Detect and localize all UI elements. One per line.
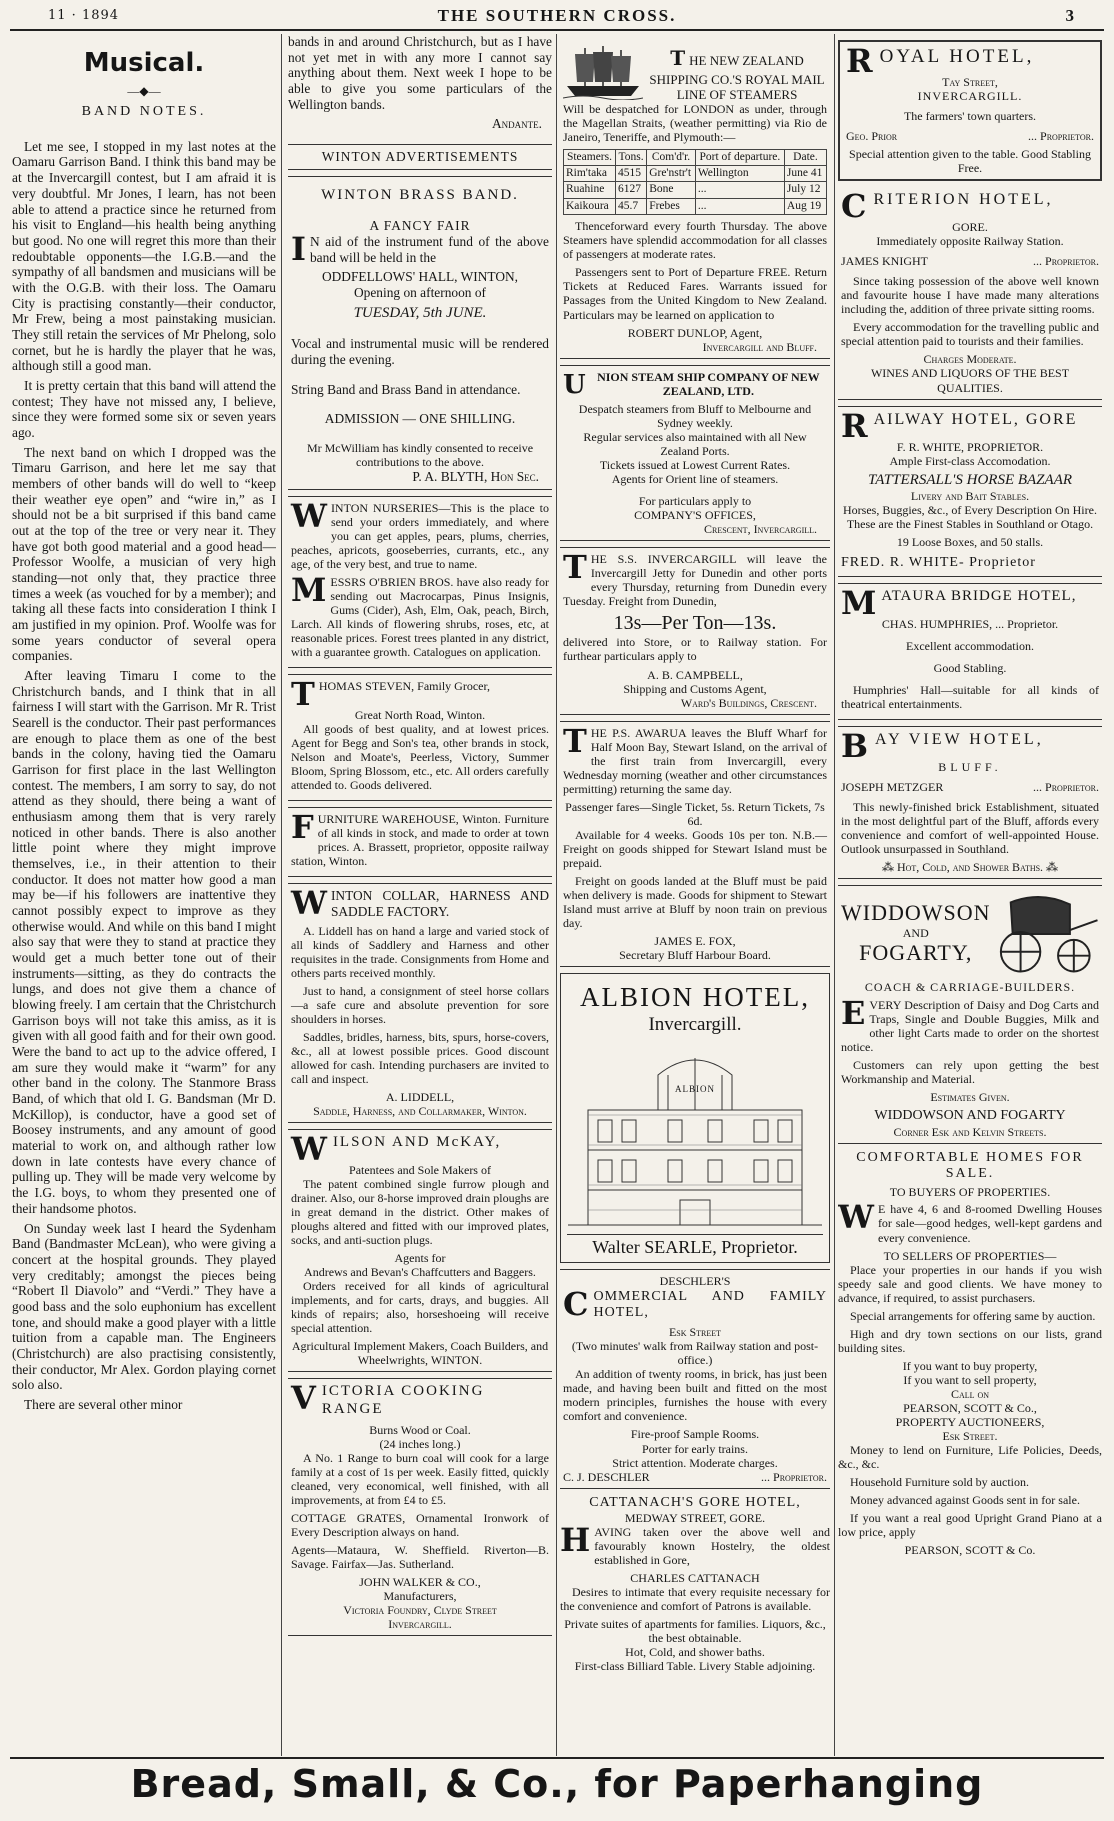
- ad-text: COACH & CARRIAGE-BUILDERS.: [864, 980, 1076, 995]
- table-header: Tons.: [615, 149, 646, 165]
- ad-signature: Geo. Prior: [846, 129, 898, 144]
- ad-text: Household Furniture sold by auction.: [850, 1475, 1029, 1490]
- ad-text: Saddles, bridles, harness, bits, spurs, horse-covers, &c., all at lowest possible prices. Good discount allowed for cash. Intending purchasers are invited to call and inspect.: [291, 1029, 549, 1086]
- ad-text: Esk Street.: [942, 1428, 998, 1443]
- drop-cap: I: [291, 229, 306, 268]
- article-continuation: bands in and around Christchurch, but as I have not yet met in with any more I cannot say anything about them. Next week I hope to be able to give you some particulars of the Wellington bands.: [288, 34, 552, 112]
- ad-text: Vocal and instrumental music will be rendered during the evening.: [291, 336, 549, 367]
- ad-text: Passenger fares—Single Ticket, 5s. Return Tickets, 7s 6d.: [565, 799, 825, 828]
- ad-proprietor-line: [841, 254, 1099, 268]
- ad-proprietor-line: [841, 780, 1099, 794]
- ad-text: Livery and Bait Stables.: [910, 489, 1030, 504]
- ad-text: Private suites of apartments for families. Liquors, &c., the best obtainable.: [564, 1617, 826, 1646]
- ad-title: RITERION HOTEL,: [873, 191, 1054, 209]
- table-cell: July 12: [784, 182, 826, 198]
- table-cell: Wellington: [695, 165, 784, 181]
- article-signature: Andante.: [491, 116, 542, 132]
- ad-text: Passengers sent to Port of Departure FREE. Return Tickets at Reduced Fares. Warrants issued for Passages from the United Kingdom to New Zealand. Particulars may be learned on application to: [563, 265, 827, 322]
- ad-text: TO BUYERS OF PROPERTIES.: [889, 1185, 1051, 1200]
- drop-cap: W: [838, 1198, 874, 1237]
- drop-cap: M: [841, 583, 878, 622]
- newspaper-name: THE SOUTHERN CROSS.: [437, 6, 677, 25]
- ad-title: OMMERCIAL AND FAMILY HOTEL,: [593, 1288, 827, 1320]
- ad-signature: PEARSON, SCOTT & Co.,: [903, 1400, 1037, 1415]
- ad-text: Patentees and Sole Makers of: [349, 1162, 491, 1177]
- drop-cap: E: [841, 994, 866, 1033]
- ad-text: Invercargill and Bluff.: [702, 339, 817, 354]
- ad-signature: JOSEPH METZGER: [841, 779, 944, 794]
- ad-text: Andrews and Bevan's Chaffcutters and Baggers.: [304, 1265, 536, 1280]
- ad-text: Immediately opposite Railway Station.: [876, 234, 1064, 249]
- ad-text: HE S.S. INVERCARGILL will leave the Invercargill Jetty for Dunedin and other ports every Thursday, returning from Dunedin every Tuesday. Freight from Dunedin,: [563, 551, 827, 609]
- ad-text: An addition of twenty rooms, in brick, has just been made, and having been built and fitted on the most modern principles, furnishes the house with every comfort and convenience.: [563, 1367, 827, 1424]
- ad-text: Thenceforward every fourth Thursday. The above Steamers have splendid accommodation for all classes of passengers at moderate rates.: [563, 219, 827, 262]
- ad-text: INVERCARGILL.: [917, 89, 1023, 104]
- ad-text: Tay Street,: [942, 75, 998, 89]
- ad-proprietor-line: [563, 1470, 827, 1484]
- article-paragraph: There are several other minor: [24, 1396, 183, 1412]
- ad-proprietor-line: [846, 129, 1094, 143]
- ad-furniture: [288, 807, 552, 877]
- ad-text: Mr McWilliam has kindly consented to receive contributions to the above.: [306, 440, 534, 469]
- ad-text: The farmers' town quarters.: [903, 109, 1037, 124]
- carriage-icon: [991, 890, 1099, 976]
- table-header-row: [564, 149, 827, 165]
- ad-signature: PEARSON, SCOTT & Co.: [904, 1543, 1036, 1558]
- ad-text: ... Proprietor.: [1033, 779, 1099, 794]
- ad-title: ATAURA BRIDGE HOTEL,: [881, 587, 1077, 604]
- ad-text: ODDFELLOWS' HALL, WINTON,: [321, 269, 519, 285]
- ad-text: Horses, Buggies, &c., of Every Description On Hire. These are the Finest Stables in Southland or Otago.: [843, 503, 1097, 532]
- column-divider: [281, 34, 282, 1756]
- ad-text: Agents—Mataura, W. Sheffield. Riverton—B. Savage. Fairfax—Jas. Sutherland.: [291, 1542, 549, 1571]
- ad-text: Orders received for all kinds of agricultural implements, and for carts, drays, and buggies. All kinds of repairs; also, horseshoeing will receive special attention.: [291, 1279, 549, 1336]
- ad-awarua: [560, 721, 830, 968]
- ad-text: Humphries' Hall—suitable for all kinds of theatrical entertainments.: [841, 682, 1099, 711]
- table-cell: 4515: [615, 165, 646, 181]
- column-hotels: [838, 34, 1102, 1756]
- table-cell: 45.7: [615, 198, 646, 214]
- column-winton: [288, 34, 552, 1756]
- drop-cap: R: [846, 42, 876, 80]
- ad-title: HE NEW ZEALAND SHIPPING CO.'S ROYAL MAIL LINE OF STEAMERS: [649, 53, 825, 103]
- table-cell: Bone: [647, 182, 696, 198]
- widdowson-name-block: [841, 900, 991, 966]
- ad-text: Tickets issued at Lowest Current Rates.: [599, 457, 791, 472]
- ad-text: Excellent accommodation.: [906, 638, 1034, 653]
- table-cell: ...: [695, 198, 784, 214]
- ad-steven: [288, 674, 552, 801]
- ad-text: Saddle, Harness, and Collarmaker, Winton.: [313, 1103, 527, 1118]
- drop-cap: T: [291, 674, 315, 713]
- ad-text: Despatch steamers from Bluff to Melbourne and Sydney weekly.: [578, 401, 812, 430]
- ad-union-steam: [560, 365, 830, 541]
- ad-text: N aid of the instrument fund of the above band will be held in the: [309, 233, 549, 265]
- ad-text: Ample First-class Accomodation.: [889, 453, 1051, 468]
- ad-title: COMFORTABLE HOMES FOR SALE.: [856, 1149, 1084, 1182]
- column-musical: [12, 34, 276, 1756]
- table-cell: Rim'taka: [564, 165, 616, 181]
- ad-text: PROPERTY AUCTIONEERS,: [895, 1414, 1045, 1429]
- ad-text: Agricultural Implement Makers, Coach Builders, and Wheelwrights, WINTON.: [291, 1339, 549, 1368]
- ad-text: AND: [902, 926, 929, 940]
- ad-text: ADMISSION — ONE SHILLING.: [324, 411, 516, 427]
- issue-date: 11 · 1894: [48, 8, 120, 23]
- ad-subtitle: A FANCY FAIR: [369, 218, 471, 234]
- ad-text: The patent combined single furrow plough and drainer. Also, our 8-horse improved drain ploughs are in great demand in the district. Other makes of ploughs altered and fitted with our improved plates, socks, and anti-suction plugs.: [291, 1177, 549, 1248]
- footer-rule: [10, 1757, 1104, 1759]
- ad-text: VERY Description of Daisy and Dog Carts and Traps, Single and Double Buggies, Milk and other light Carts made to order on the shortest notice.: [841, 998, 1099, 1055]
- ad-title: AY VIEW HOTEL,: [875, 730, 1044, 748]
- hotel-building-illustration: [568, 1040, 822, 1230]
- winton-header: WINTON ADVERTISEMENTS: [288, 144, 552, 170]
- ad-nurseries: [288, 496, 552, 668]
- ad-signature: WIDDOWSON AND FOGARTY: [874, 1108, 1066, 1124]
- ad-text: If you want a real good Upright Grand Piano at a low price, apply: [838, 1511, 1102, 1540]
- ad-signature: JAMES KNIGHT: [841, 254, 928, 269]
- table-row: [564, 182, 827, 198]
- ad-text: Invercargill.: [388, 1616, 452, 1631]
- ad-text: delivered into Store, or to Railway station. For furthear particulars apply to: [563, 635, 827, 664]
- column-divider: [834, 34, 835, 1756]
- drop-cap: T: [670, 46, 686, 70]
- article-paragraph: On Sunday week last I heard the Sydenham Band (Bandmaster McLean), who were giving a concert at the hospital grounds. They played very creditably; amongst the pieces being “Robert Il Diavolo” and “Verdi.” They have a good bass and the solo euphonium has excellent tone, and should make a good player with a little tuition from a capable man. The Engineers (Christchurch) are also practising consistently, their conductor, Mr Alex. Gordon playing cornet solo also.: [12, 1220, 276, 1393]
- table-header: Com'd'r.: [647, 149, 696, 165]
- table-cell: ...: [695, 182, 784, 198]
- ad-title: ILSON AND McKAY,: [332, 1133, 502, 1150]
- ad-text: ESSRS O'BRIEN BROS. have also ready for sending out Macrocarpas, Pinus Insignis, Gums (Cider), Ash, Elm, Oak, peach, Birch, Larch. All kinds of flowering shrubs, roses, etc, at reasonable prices. Forest trees planted in any district, with a guarantee growth. Catalogues on application.: [291, 574, 549, 659]
- ad-text: First-class Billiard Table. Livery Stable adjoining.: [574, 1659, 816, 1674]
- ad-signature: C. J. DESCHLER: [563, 1469, 650, 1484]
- drop-cap: C: [841, 187, 870, 226]
- ad-signature: ROBERT DUNLOP, Agent,: [627, 325, 763, 340]
- ad-text: Secretary Bluff Harbour Board.: [619, 948, 771, 963]
- drop-cap: H: [560, 1521, 591, 1559]
- drop-cap: W: [291, 884, 327, 923]
- ad-text: 19 Loose Boxes, and 50 stalls.: [896, 535, 1044, 550]
- ad-text: All goods of best quality, and at lowest prices. Agent for Begg and Son's tea, other brands in stock, Nelson and Moate's, Peerless, Victory, Summer Bloom, Spring Blossom, etc., etc. All orders carefully attended to. Goods delivered.: [291, 721, 549, 793]
- drop-cap: U: [563, 369, 586, 400]
- sailing-ship-icon: [563, 44, 643, 100]
- drop-cap: T: [563, 721, 587, 760]
- drop-cap: W: [291, 496, 327, 535]
- table-row: [564, 165, 827, 181]
- ad-text: A. Liddell has on hand a large and varied stock of all kinds of Saddlery and Harness and other requisites in the trade. Consignments from Home and others parts received monthly.: [291, 923, 549, 980]
- drop-cap: F: [291, 808, 314, 847]
- table-cell: Aug 19: [784, 198, 826, 214]
- drop-cap: V: [291, 1379, 318, 1418]
- drop-cap: R: [841, 406, 870, 445]
- ad-comfortable-homes: [838, 1150, 1102, 1558]
- ad-text: Every accommodation for the travelling public and special attention paid to tourists and their families.: [841, 320, 1099, 349]
- ad-text: Place your properties in our hands if you wish speedy sale and good clients. We have money to advance, if required, to assist purchasers.: [838, 1262, 1102, 1305]
- ad-text: CHAS. HUMPHRIES, ... Proprietor.: [881, 616, 1059, 631]
- ad-wilson: [288, 1129, 552, 1372]
- ad-ss-invercargill: [560, 547, 830, 715]
- ad-text: ⁂ Hot, Cold, and Shower Baths. ⁂: [881, 859, 1059, 874]
- ad-text: Customers can rely upon getting the best Workmanship and Material.: [841, 1058, 1099, 1087]
- drop-cap: C: [563, 1284, 590, 1323]
- ad-text: If you want to buy property,: [902, 1358, 1038, 1373]
- drop-cap: B: [841, 726, 872, 765]
- ad-cattanach: [560, 1495, 830, 1674]
- ad-signature: P. A. BLYTH, Hon Sec.: [412, 468, 539, 484]
- article-paragraph: After leaving Timaru I come to the Christchurch bands, and I think that in all fairness I will start with the Garrison. Mr R. Trist Searell is the conductor. Their past performances are enough to place them as one of the best bands in the colony, having tied the Oamaru Garrison for first place in the last Wellington contest. The members, I am sorry to say, do not attend as they should, there being a want of enthusiasm among them that is very rarely noticed in other bands. There is also another little point where they might improve themselves, i.e., in their attention to their conductor. It does not matter how good a man may be—if his followers are inattentive they cannot possibly expect to improve as they otherwise would. And while on this band I might also say that were they to stand at practice they would get a much better tone out of their instruments—sitting, as they do contracts the lungs, and does not give them a chance of blowing freely. I am certain that the Christchurch Garrison boys will not take this amiss, as it is given with all good faith and for their own good. Were the band to act up to the advice offered, I am sure they would make it “warm” for any other band in the colony. The Stanmore Brass Band, of which that old I. G. Bandsman (Mr D. McKillop), is conductor, have a good set of Boosey instruments, and any amount of good material to work on, and although rather low down in late contests have every chance of pulling up. They will be made very welcome by the I.G. boys, to whom they presented one of their handsome photos.: [12, 667, 276, 1216]
- ad-brass-band: [288, 176, 552, 490]
- ornament-divider: —◆—: [127, 84, 161, 99]
- ad-text: Burns Wood or Coal.: [369, 1422, 471, 1437]
- table-cell: Kaikoura: [564, 198, 616, 214]
- ad-text: Charges Moderate.: [923, 352, 1017, 367]
- ad-text: Strict attention. Moderate charges.: [612, 1455, 778, 1470]
- masthead-rule: [10, 29, 1104, 31]
- ad-text: This newly-finished brick Establishment, situated in the most delightful part of the Bluff, affords every convenience and comfort of well-appointed House. Outlook unsurpassed in Southland.: [841, 799, 1099, 856]
- ad-title: FOGARTY,: [859, 940, 973, 966]
- ad-proprietor: Walter SEARLE, Proprietor.: [567, 1234, 823, 1258]
- ad-subtitle: Invercargill.: [648, 1013, 742, 1035]
- ad-text: ... Proprietor.: [761, 1469, 827, 1484]
- ad-text: Victoria Foundry, Clyde Street: [343, 1602, 497, 1617]
- ad-royal-hotel: [838, 40, 1102, 181]
- drop-cap: W: [291, 1129, 329, 1168]
- ad-deschler: [560, 1269, 830, 1488]
- ad-text: (Two minutes' walk from Railway station and post-office.): [571, 1339, 819, 1368]
- section-heading: Musical.: [83, 48, 205, 78]
- column-shipping: [560, 34, 830, 1756]
- ad-text: Regular services also maintained with all New Zealand Ports.: [583, 429, 807, 458]
- ad-text: Good Stabling.: [933, 660, 1007, 675]
- ad-title: TATTERSALL'S HORSE BAZAAR: [867, 471, 1073, 488]
- ad-text: Desires to intimate that every requisite necessary for the convenience and comfort of Patrons is available.: [560, 1585, 830, 1614]
- ad-text: Shipping and Customs Agent,: [623, 681, 767, 696]
- ad-text: Agents for Orient line of steamers.: [611, 471, 779, 486]
- ad-text: Fire-proof Sample Rooms.: [630, 1427, 760, 1442]
- ad-text: ... Proprietor.: [1033, 254, 1099, 269]
- ad-text: E have 4, 6 and 8-roomed Dwelling Houses for sale—good hedges, well-kept gardens and every convenience.: [877, 1202, 1102, 1245]
- ad-text: F. R. WHITE, PROPRIETOR.: [896, 439, 1044, 454]
- ad-text: TO SELLERS OF PROPERTIES—: [883, 1248, 1057, 1263]
- ad-title: CATTANACH'S GORE HOTEL,: [589, 1494, 801, 1510]
- ad-text: AVING taken over the above well and favourably known Hostelry, the oldest established in Gore,: [594, 1525, 830, 1568]
- ad-nz-shipping: [560, 40, 830, 359]
- ad-text: (24 inches long.): [379, 1436, 461, 1451]
- ad-text: If you want to sell property,: [903, 1372, 1037, 1387]
- ad-widdowson-fogarty: [838, 885, 1102, 1144]
- ad-text: Great North Road, Winton.: [354, 707, 486, 722]
- article-paragraph: The next band on which I dropped was the Timaru Garrison, and here let me say that members of other bands will do well to “keep their weather eye open” and “wire in,” as I should not be a bit surprised if this band came out at the top of the tree or very near it. They have got both good material and a good head—Professor Woolfe, a musician of very high standing—not only that, they practice three times a week (as vouched for by a member); and taking all these facts into consideration I think I am justified in my opinion. Prof. Woolfe was for some years conductor of several opera companies.: [12, 444, 276, 664]
- table-cell: June 41: [784, 165, 826, 181]
- ad-text: A No. 1 Range to burn coal will cook for a large family at a cost of 1s per week. Easily fitted, quickly cleaned, very economical, well finished, with all improvements, at from £4 to £5.: [291, 1450, 549, 1507]
- table-header: Date.: [784, 149, 826, 165]
- page-number: 3: [1065, 6, 1074, 25]
- ad-text: High and dry town sections on our lists, grand building sites.: [838, 1326, 1102, 1355]
- ad-text: DESCHLER'S: [659, 1274, 731, 1289]
- ad-signature: A. B. CAMPBELL,: [647, 667, 743, 682]
- drop-cap: T: [563, 547, 587, 586]
- ad-text: Hot, Cold, and shower baths.: [625, 1645, 765, 1660]
- ad-text: Ward's Buildings, Crescent.: [680, 695, 817, 710]
- ad-albion-hotel: [560, 973, 830, 1263]
- ad-title: ICTORIA COOKING RANGE: [321, 1383, 485, 1417]
- ad-text: Opening on afternoon of: [353, 284, 486, 300]
- table-cell: Gre'nstr't: [647, 165, 696, 181]
- ad-text: Special attention given to the table. Good Stabling Free.: [849, 147, 1091, 176]
- ad-criterion: [838, 187, 1102, 399]
- ad-text: URNITURE WAREHOUSE, Winton. Furniture of all kinds in stock, and made to order at town prices. A. Brassett, proprietor, opposite railway station, Winton.: [291, 812, 549, 869]
- ad-signature: COMPANY'S OFFICES,: [634, 507, 756, 522]
- ad-text: INTON NURSERIES—This is the place to send your orders immediately, and where you can get apples, pears, plums, cherries, peaches, apricots, gooseberries, currants, etc., any age, of the very best, and true to name.: [291, 500, 549, 571]
- ad-mataura: [838, 583, 1102, 720]
- ad-text: Money advanced against Goods sent in for sale.: [850, 1493, 1080, 1508]
- ad-text: Estimates Given.: [930, 1090, 1010, 1105]
- table-header: Steamers.: [564, 149, 616, 165]
- ad-title: WIDDOWSON: [841, 900, 991, 926]
- ad-victoria-range: [288, 1378, 552, 1636]
- widdowson-header: [841, 890, 1099, 976]
- masthead: [10, 4, 1104, 28]
- ad-signature: A. LIDDELL,: [385, 1089, 455, 1104]
- ad-signature: JAMES E. FOX,: [654, 934, 736, 949]
- table-header: Port of departure.: [695, 149, 784, 165]
- ad-text: HE P.S. AWARUA leaves the Bluff Wharf for Half Moon Bay, Stewart Island, on the arrival of the first train from Invercargill, every Wednesday morning (weather and other circumstances permitting) returning the same day.: [563, 725, 827, 796]
- ad-title: OYAL HOTEL,: [879, 46, 1035, 67]
- ad-price: 13s—Per Ton—13s.: [613, 612, 777, 635]
- hotel-sign: ALBION: [675, 1083, 715, 1094]
- ad-text: Since taking possession of the above well known and favourite house I have made many alterations including the, addition of three private sitting rooms.: [841, 274, 1099, 317]
- table-cell: Ruahine: [564, 182, 616, 198]
- ad-text: Call on: [950, 1386, 990, 1401]
- ad-title: WINTON BRASS BAND.: [321, 186, 519, 203]
- ad-text: Agents for: [394, 1251, 446, 1266]
- ad-text: WINES AND LIQUORS OF THE BEST QUALITIES.: [870, 366, 1070, 395]
- ad-title: AILWAY HOTEL, GORE: [873, 410, 1078, 428]
- ad-date: TUESDAY, 5th JUNE.: [353, 304, 487, 321]
- table-row: [564, 198, 827, 214]
- article-paragraph: Let me see, I stopped in my last notes at the Oamaru Garrison Band. I think this band may be at the Invercargill contest, but I am afraid it is very doubtful. Mr Jones, I learn, has not been able to attend a practice since he returned from his visit to England—his health being anything but good. No one will regret this more than their redoubtable opponents—the I.G.B.—and the sympathy of all bandsmen and musicians will be with the O.G.B. with their loss. The Oamaru City is practising constantly—their conductor, Mr Frew, being a most painstaking musician. They still retain the services of Mr Phelong, solo cornet, but he is hardly the player that he was, although still a good man.: [12, 138, 276, 374]
- ad-text: String Band and Brass Band in attendance.: [291, 381, 521, 397]
- drop-cap: M: [291, 570, 327, 609]
- ad-text: Corner Esk and Kelvin Streets.: [893, 1124, 1047, 1139]
- ad-text: Crescent, Invercargill.: [704, 521, 817, 536]
- column-divider: [556, 34, 557, 1756]
- table-cell: 6127: [615, 182, 646, 198]
- ad-text: For particulars apply to: [638, 493, 752, 508]
- ad-text: COTTAGE GRATES, Ornamental Ironwork of Every Description always on hand.: [291, 1510, 549, 1539]
- ad-railway-hotel: [838, 406, 1102, 577]
- ad-title: NION STEAM SHIP COMPANY OF NEW ZEALAND, LTD.: [597, 369, 820, 398]
- sailing-schedule-table: [563, 149, 827, 216]
- ad-text: Money to lend on Furniture, Life Policies, Deeds, &c., &c.: [838, 1442, 1102, 1471]
- ad-signature: FRED. R. WHITE- Proprietor: [841, 555, 1036, 571]
- ad-title: HOMAS STEVEN, Family Grocer,: [318, 678, 490, 693]
- footer-banner: Bread, Small, & Co., for Paperhanging: [130, 1762, 984, 1806]
- table-cell: Frebes: [647, 198, 696, 214]
- ad-text: Available for 4 weeks. Goods 10s per ton. N.B.—Freight on goods shipped for Stewart Island must be prepaid.: [563, 827, 827, 870]
- ad-signature: JOHN WALKER & CO.,: [359, 1574, 481, 1589]
- ad-bay-view: [838, 726, 1102, 879]
- ad-text: MEDWAY STREET, GORE.: [624, 1510, 766, 1525]
- ad-title: INTON COLLAR, HARNESS AND SADDLE FACTORY.: [330, 888, 549, 919]
- ad-text: Manufacturers,: [383, 1588, 457, 1603]
- ad-text: Will be despatched for LONDON as under, through the Magellan Straits, (weather permitting) via Rio de Janeiro, Teneriffe, and Plymouth:—: [563, 102, 827, 145]
- ad-text: Just to hand, a consignment of steel horse collars—a safe cure and absolute prevention for sore shoulders in horses.: [291, 983, 549, 1026]
- ad-text: GORE.: [952, 220, 988, 235]
- ad-title: ALBION HOTEL,: [580, 982, 810, 1013]
- ad-text: Freight on goods landed at the Bluff must be paid when delivery is made. Goods for shipment to Stewart Island must arrive at Bluff by noon train on previous day.: [563, 873, 827, 931]
- ad-text: Esk Street: [668, 1325, 722, 1340]
- ad-text: ... Proprietor.: [1028, 129, 1094, 144]
- article-paragraph: It is pretty certain that this band will attend the contest; They have not missed any, I believe, since they were formed some six or seven years ago.: [12, 377, 276, 440]
- ad-text: CHARLES CATTANACH: [630, 1571, 760, 1586]
- ad-text: Porter for early trains.: [642, 1441, 748, 1456]
- ad-text: BLUFF.: [938, 759, 1002, 774]
- ad-text: Special arrangements for offering same by auction.: [850, 1308, 1096, 1323]
- ad-collar: [288, 883, 552, 1123]
- section-subheading: BAND NOTES.: [81, 104, 207, 120]
